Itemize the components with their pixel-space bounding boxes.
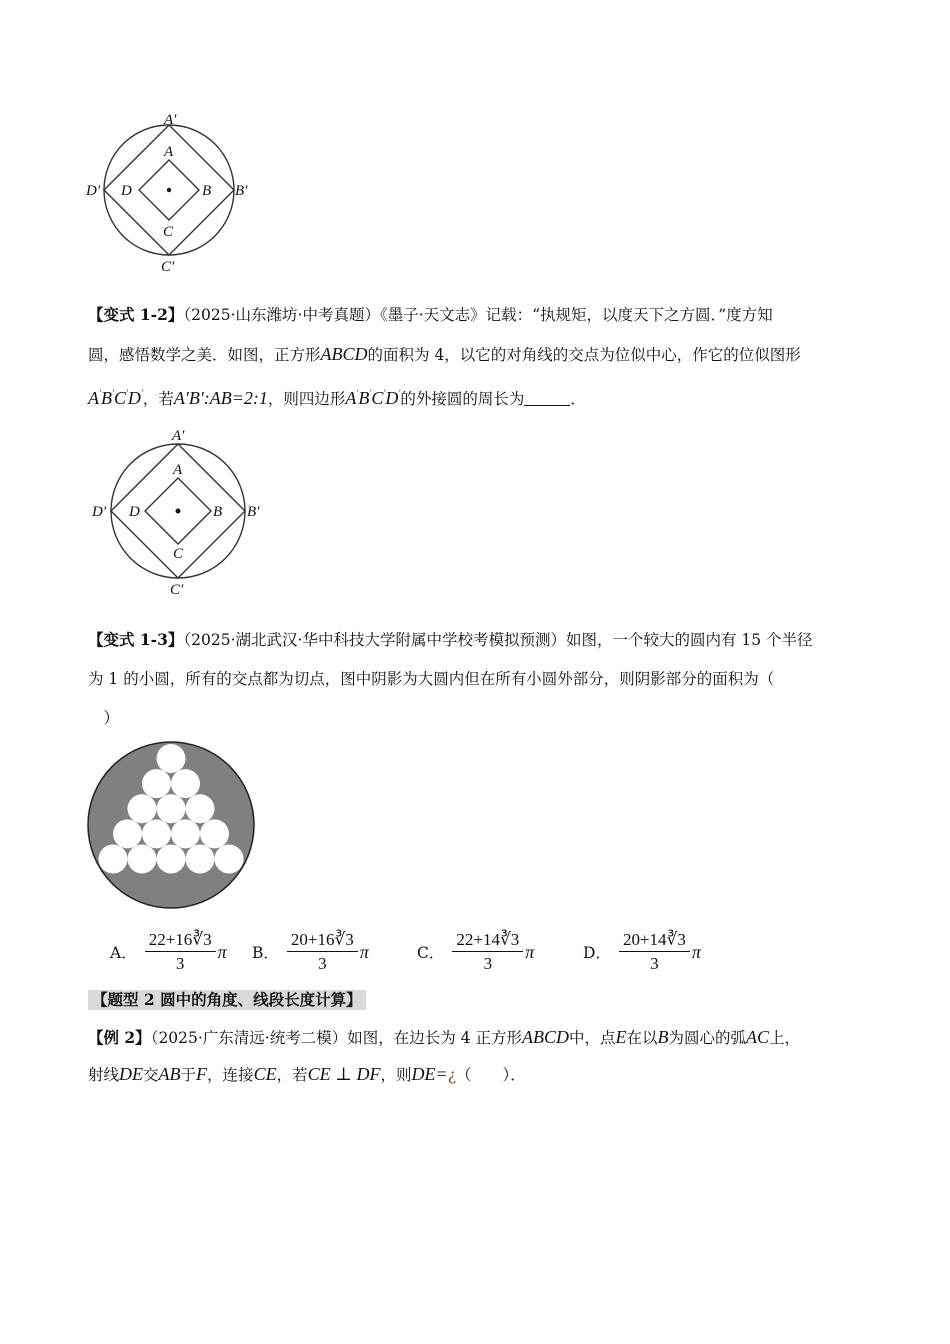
ex2-tag: 【例 2】 xyxy=(88,1028,151,1047)
label-b: B xyxy=(202,183,212,199)
small-circle xyxy=(113,819,142,848)
option-b[interactable] xyxy=(252,928,369,976)
answer-blank[interactable] xyxy=(524,391,570,406)
label-a-prime: A′ xyxy=(164,112,177,128)
v13-line-2 xyxy=(88,667,774,691)
small-circle xyxy=(171,819,200,848)
small-circle xyxy=(215,844,244,873)
pi-symbol: π xyxy=(691,941,701,962)
v13-line-3 xyxy=(88,706,119,730)
v12-line-3: A′B′C′D′，若A′B′:AB=2:1，则四边形A′B′C′D′的外接圆的周长为 ． xyxy=(88,388,586,408)
option-fraction: $\frac{20+14∛3}{3}$ xyxy=(619,930,690,974)
small-circle xyxy=(186,844,215,873)
pi-symbol: π xyxy=(217,941,227,962)
option-fraction: $\frac{22+14∛3}{3}$ xyxy=(452,930,523,974)
option-letter: C． xyxy=(417,944,445,962)
option-letter: D． xyxy=(583,944,611,962)
v13-tag: 【变式 1-3】 xyxy=(88,630,184,649)
v12-line-1 xyxy=(88,303,773,327)
option-fraction: $\frac{20+16∛3}{3}$ xyxy=(287,930,358,974)
small-circle xyxy=(186,794,215,823)
small-circle xyxy=(128,794,157,823)
v12-line-2: 圆，感悟数学之美．如图，正方形ABCD的面积为 4，以它的对角线的交点为位似中心，作它的位似图形 xyxy=(88,344,801,364)
small-circle xyxy=(128,844,157,873)
small-circle xyxy=(157,744,186,773)
option-a[interactable] xyxy=(110,928,227,976)
center-point xyxy=(176,509,181,514)
sq-prime-2: A′B′C′D′ xyxy=(345,388,401,408)
option-fraction: $\frac{22+16∛3}{3}$ xyxy=(145,930,216,974)
small-circle xyxy=(157,844,186,873)
small-circle xyxy=(171,769,200,798)
v13-text-1: （2025·湖北武汉·华中科技大学附属中学校考模拟预测）如图，一个较大的圆内有 15 个半径 xyxy=(183,631,813,649)
small-circle xyxy=(142,819,171,848)
label-b-prime: B′ xyxy=(235,183,248,199)
figure-3-circles-in-circle xyxy=(86,740,256,910)
label-d: D xyxy=(121,183,132,199)
option-letter: B． xyxy=(252,944,279,962)
ex2-line-1: 【例 2】（2025·广东清远·统考二模）如图，在边长为 4 正方形ABCD中，点E在以B为圆心的弧AC上， xyxy=(88,1027,801,1047)
option-c[interactable] xyxy=(417,928,534,976)
option-d[interactable] xyxy=(583,928,701,976)
small-circle xyxy=(200,819,229,848)
small-circle xyxy=(99,844,128,873)
center-point xyxy=(167,188,171,192)
pi-symbol: π xyxy=(359,941,369,962)
label-a: A xyxy=(164,144,174,160)
label-d-prime: D′ xyxy=(92,504,107,520)
label-b-prime: B′ xyxy=(247,504,260,520)
v12-source: （2025·山东潍坊·中考真题）《墨子·天文志》记载：“执规矩，以度天下之方圆．”度方知 xyxy=(183,306,773,324)
square-abcd: ABCD xyxy=(320,344,368,364)
label-a: A xyxy=(173,462,183,478)
label-d: D xyxy=(129,504,140,520)
sq-prime-1: A′B′C′D′ xyxy=(88,388,143,408)
small-circle xyxy=(142,769,171,798)
label-c-prime: C′ xyxy=(161,259,175,275)
figure-1-circle-squares xyxy=(84,112,264,276)
label-c: C xyxy=(163,224,174,240)
label-b: B xyxy=(213,504,223,520)
ratio-expression: A′B′:AB=2:1 xyxy=(173,388,268,408)
v12-tag: 【变式 1-2】 xyxy=(88,305,184,324)
label-a-prime: A′ xyxy=(172,428,185,444)
label-c: C xyxy=(173,546,184,562)
v13-line-1 xyxy=(88,628,813,652)
label-d-prime: D′ xyxy=(86,183,101,199)
figure-2-circle-squares xyxy=(90,426,270,600)
label-c-prime: C′ xyxy=(170,582,184,598)
ex2-line-2: 射线DE交AB于F，连接CE，若CE ⊥ DF，则DE=¿（ ）． xyxy=(88,1064,526,1084)
pi-symbol: π xyxy=(525,941,535,962)
section-2-heading: 【题型 2 圆中的角度、线段长度计算】 xyxy=(88,990,366,1010)
small-circle xyxy=(157,794,186,823)
v13-text-2: 为 1 的小圆，所有的交点都为切点，图中阴影为大圆内但在所有小圆外部分，则阴影部分的面积为（ xyxy=(88,670,775,688)
v13-text-3: ） xyxy=(88,709,120,727)
option-letter: A． xyxy=(110,944,137,962)
